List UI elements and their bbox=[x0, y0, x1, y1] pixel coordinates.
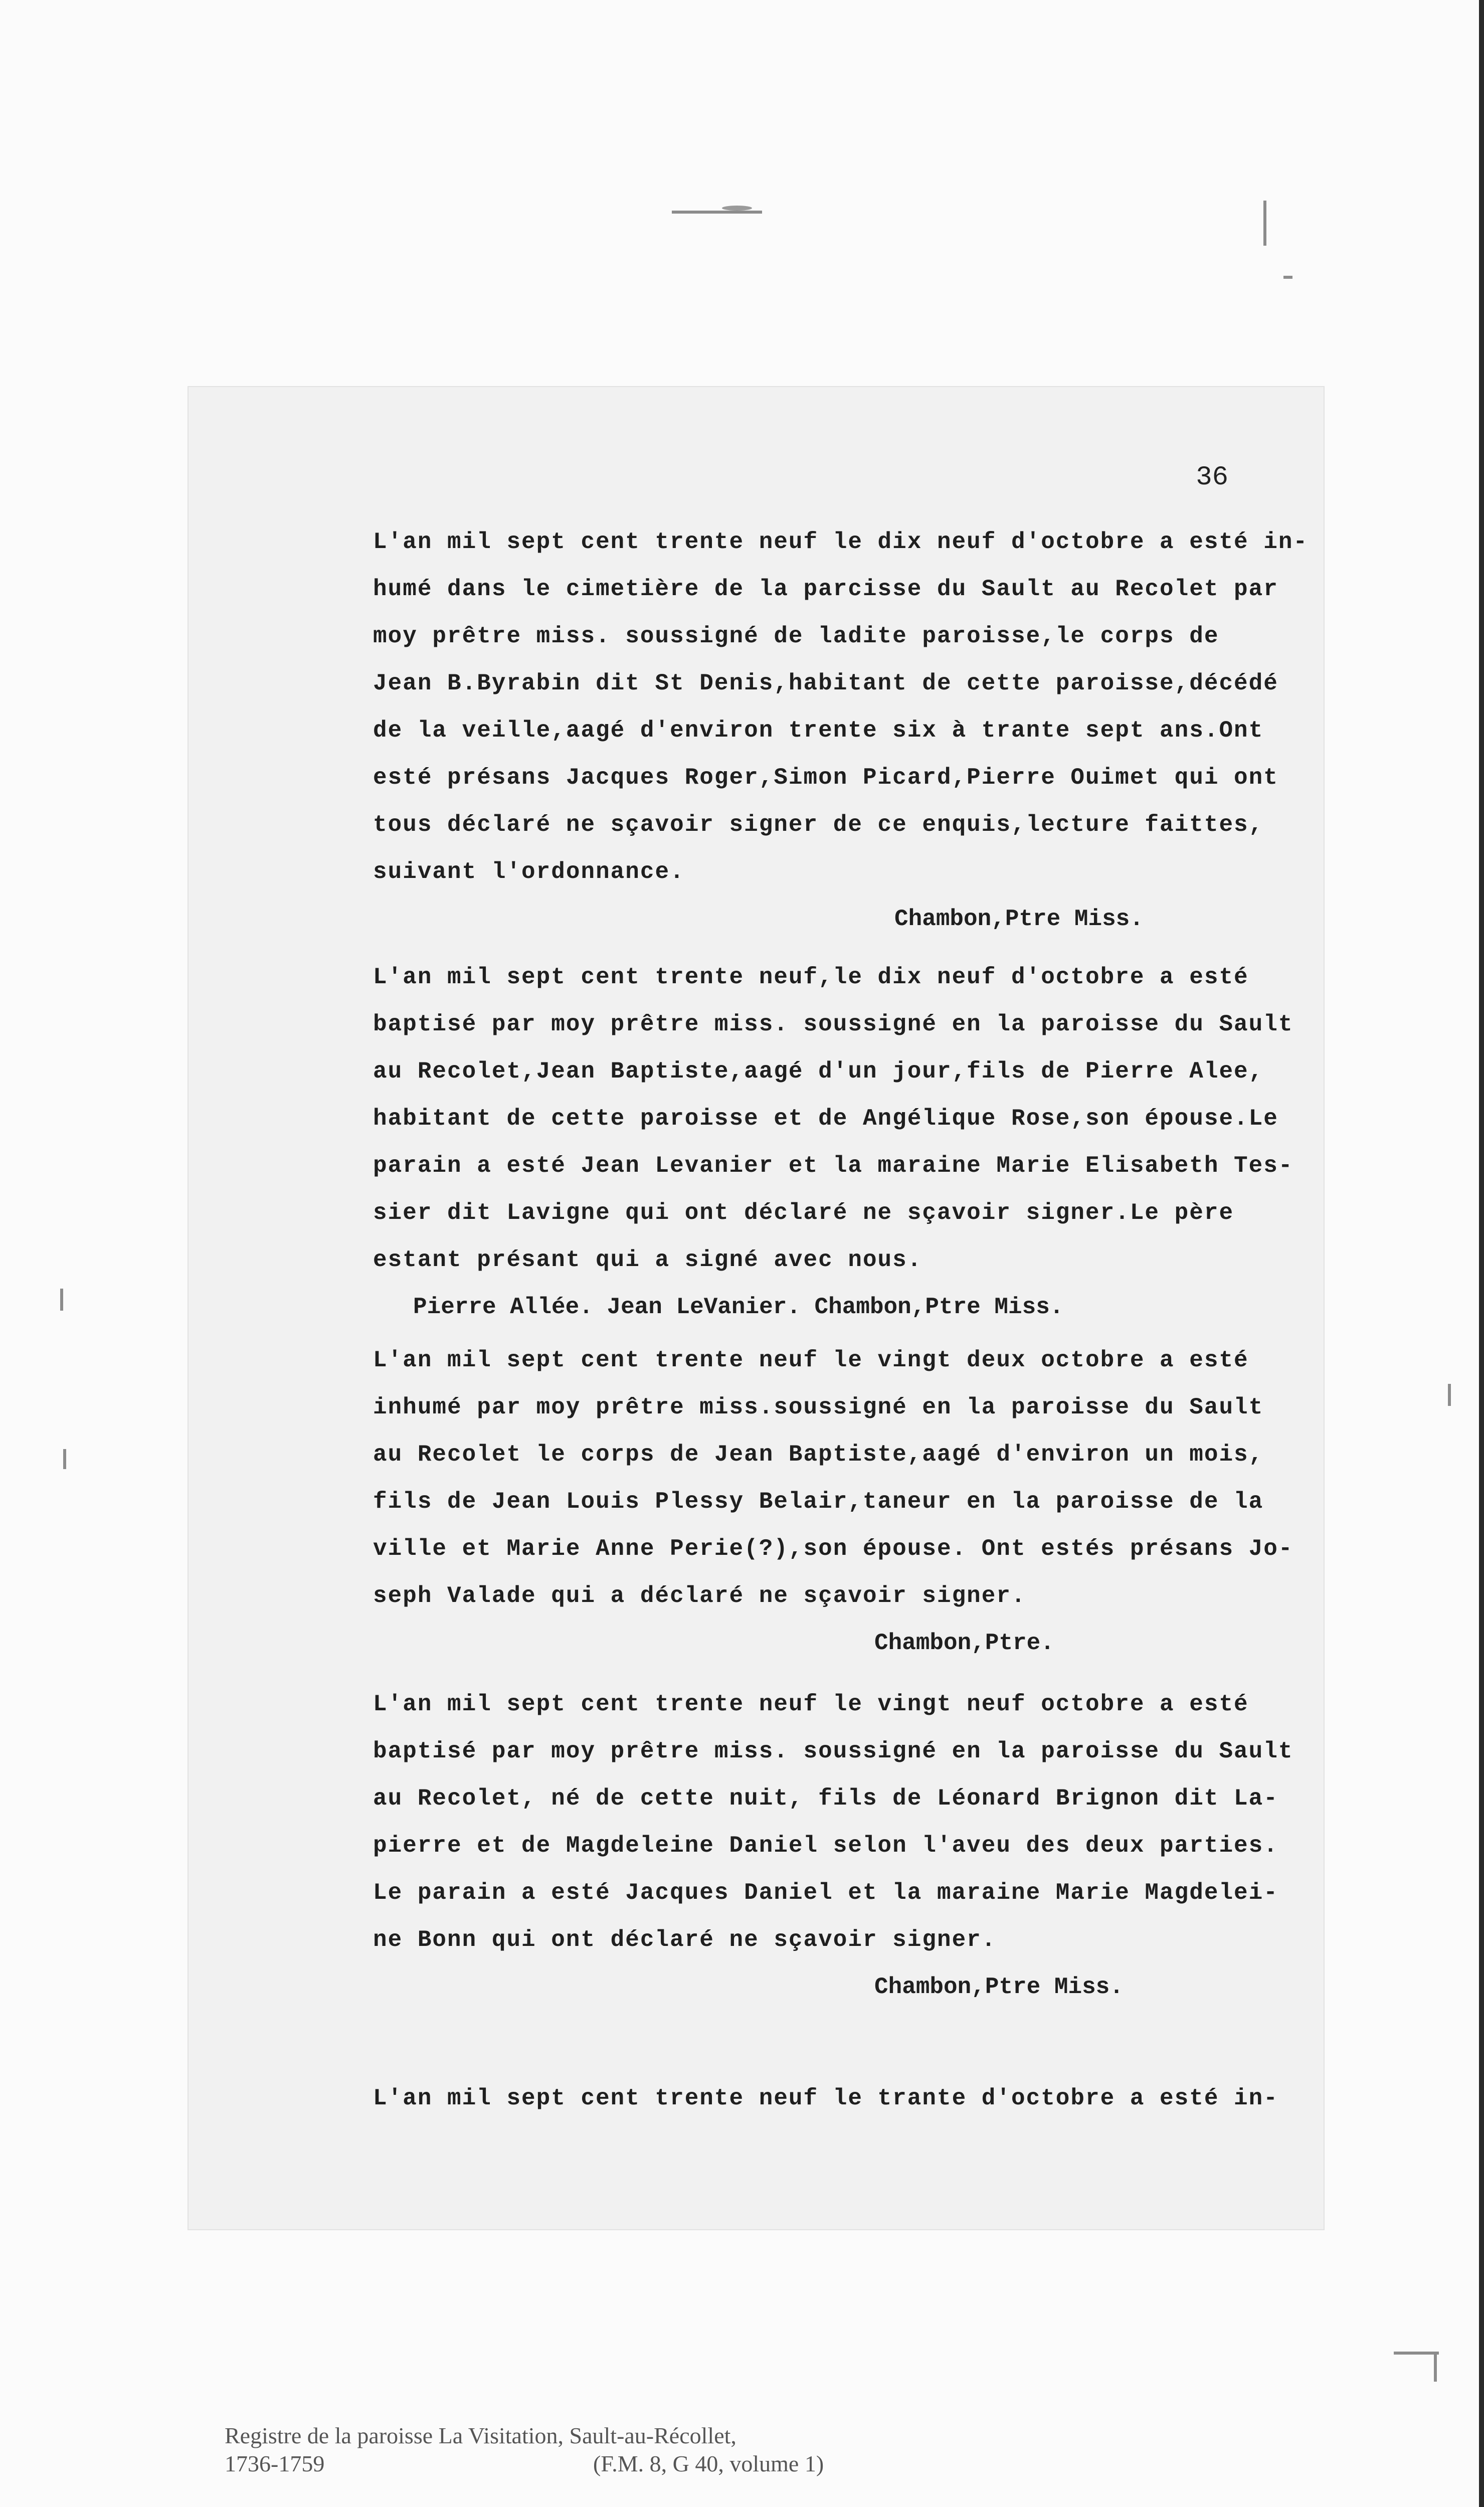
scan-mark bbox=[1448, 1384, 1451, 1406]
entry-line: habitant de cette paroisse et de Angélique Rose,son épouse.Le bbox=[373, 1106, 1278, 1132]
entry-line: suivant l'ordonnance. bbox=[373, 859, 685, 885]
entry-line: ville et Marie Anne Perie(?),son épouse. Ont estés présans Jo- bbox=[373, 1536, 1293, 1562]
entry-line: tous déclaré ne sçavoir signer de ce enquis,lecture faittes, bbox=[373, 812, 1264, 838]
scan-speck bbox=[722, 206, 752, 211]
entry-line: moy prêtre miss. soussigné de ladite paroisse,le corps de bbox=[373, 623, 1219, 649]
register-entry bbox=[373, 2075, 1306, 2122]
priest-signature: Chambon,Ptre. bbox=[874, 1630, 1054, 1656]
page-number: 36 bbox=[1196, 462, 1228, 493]
entry-line: baptisé par moy prêtre miss. soussigné en la paroisse du Sault bbox=[373, 1011, 1293, 1037]
reference-volume: (F.M. 8, G 40, volume 1) bbox=[593, 2451, 824, 2476]
reference-details bbox=[225, 2450, 1127, 2478]
entry-line: L'an mil sept cent trente neuf le trante d'octobre a esté in- bbox=[373, 2085, 1278, 2111]
entry-line: L'an mil sept cent trente neuf,le dix neuf d'octobre a esté bbox=[373, 964, 1249, 990]
register-entry bbox=[373, 1337, 1306, 1667]
register-page bbox=[189, 387, 1324, 2229]
entry-line: au Recolet, né de cette nuit, fils de Léonard Brignon dit La- bbox=[373, 1785, 1278, 1812]
scan-mark bbox=[1283, 276, 1292, 279]
entry-line: pierre et de Magdeleine Daniel selon l'aveu des deux parties. bbox=[373, 1833, 1278, 1859]
archive-reference bbox=[225, 2422, 1127, 2478]
entry-line: de la veille,aagé d'environ trente six à trante sept ans.Ont bbox=[373, 718, 1264, 744]
entry-line: baptisé par moy prêtre miss. soussigné en la paroisse du Sault bbox=[373, 1738, 1293, 1764]
register-entry bbox=[373, 518, 1309, 943]
entry-line: au Recolet le corps de Jean Baptiste,aagé d'environ un mois, bbox=[373, 1442, 1264, 1468]
reference-dates: 1736-1759 bbox=[225, 2451, 325, 2476]
entry-line: L'an mil sept cent trente neuf le vingt deux octobre a esté bbox=[373, 1347, 1249, 1373]
scan-mark bbox=[672, 211, 762, 214]
scan-mark bbox=[1263, 201, 1266, 246]
signatures-line: Pierre Allée. Jean LeVanier. Chambon,Ptre Miss. bbox=[413, 1294, 1064, 1320]
entry-line: humé dans le cimetière de la parcisse du Sault au Recolet par bbox=[373, 576, 1278, 602]
entry-line: Jean B.Byrabin dit St Denis,habitant de cette paroisse,décédé bbox=[373, 670, 1278, 696]
reference-title: Registre de la paroisse La Visitation, Sault-au-Récollet, bbox=[225, 2423, 736, 2448]
entry-line: parain a esté Jean Levanier et la maraine Marie Elisabeth Tes- bbox=[373, 1153, 1293, 1179]
entry-line: au Recolet,Jean Baptiste,aagé d'un jour,fils de Pierre Alee, bbox=[373, 1058, 1264, 1085]
entry-line: L'an mil sept cent trente neuf le vingt neuf octobre a esté bbox=[373, 1691, 1249, 1717]
entry-line: seph Valade qui a déclaré ne sçavoir signer. bbox=[373, 1583, 1026, 1609]
entry-line: estant présant qui a signé avec nous. bbox=[373, 1247, 922, 1273]
priest-signature: Chambon,Ptre Miss. bbox=[894, 906, 1144, 932]
entry-line: inhumé par moy prêtre miss.soussigné en la paroisse du Sault bbox=[373, 1394, 1264, 1420]
priest-signature: Chambon,Ptre Miss. bbox=[874, 1974, 1124, 2000]
entry-line: esté présans Jacques Roger,Simon Picard,Pierre Ouimet qui ont bbox=[373, 765, 1278, 791]
entry-line: sier dit Lavigne qui ont déclaré ne sçavoir signer.Le père bbox=[373, 1200, 1234, 1226]
register-entry bbox=[373, 1681, 1306, 2011]
scan-mark bbox=[1394, 2352, 1439, 2355]
scan-mark bbox=[63, 1449, 66, 1469]
scan-mark bbox=[60, 1289, 63, 1311]
scan-mark bbox=[1434, 2352, 1437, 2382]
entry-line: L'an mil sept cent trente neuf le dix neuf d'octobre a esté in- bbox=[373, 529, 1309, 555]
entry-line: ne Bonn qui ont déclaré ne sçavoir signer. bbox=[373, 1927, 997, 1953]
entry-line: Le parain a esté Jacques Daniel et la maraine Marie Magdelei- bbox=[373, 1880, 1278, 1906]
entry-line: fils de Jean Louis Plessy Belair,taneur en la paroisse de la bbox=[373, 1489, 1264, 1515]
register-entry bbox=[373, 954, 1306, 1331]
